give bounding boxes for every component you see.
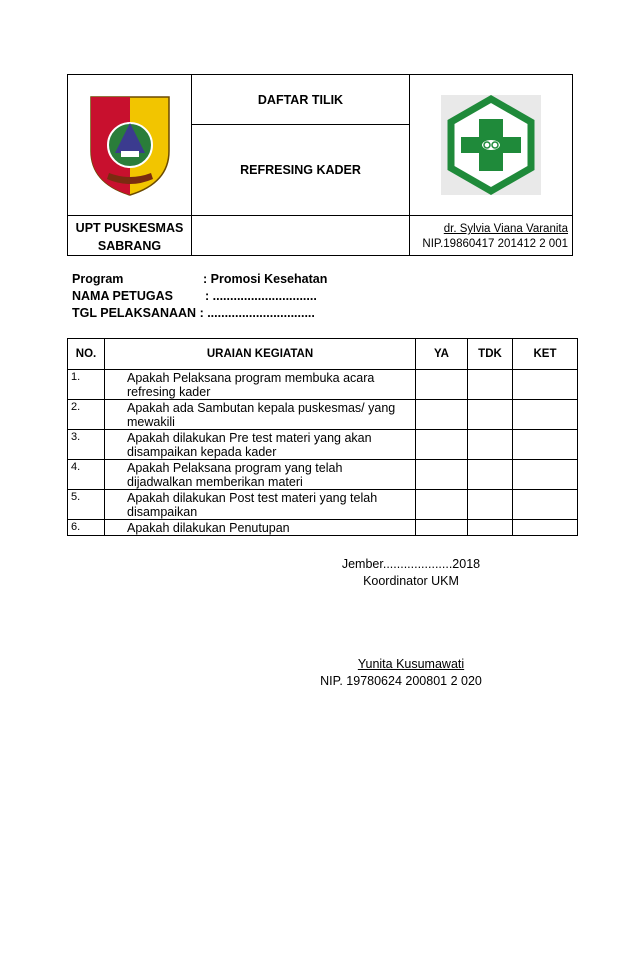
signature-role: Koordinator UKM [363, 574, 459, 588]
col-description: URAIAN KEGIATAN [105, 339, 416, 370]
signature-name: Yunita Kusumawati [357, 657, 465, 671]
tdk-cell[interactable] [468, 460, 513, 490]
ya-cell[interactable] [416, 520, 468, 536]
officer-line: NAMA PETUGAS : .............................. [72, 289, 317, 303]
document-title: DAFTAR TILIK [257, 92, 344, 107]
unit-name: UPT PUSKESMAS SABRANG [75, 221, 184, 253]
ya-cell[interactable] [416, 490, 468, 520]
checklist-table [67, 338, 578, 536]
tdk-cell[interactable] [468, 520, 513, 536]
col-no: NO. [68, 339, 105, 370]
col-tdk: TDK [468, 339, 513, 370]
col-ket: KET [513, 339, 578, 370]
table-row: 3. Apakah dilakukan Pre test materi yang akan disampaikan kepada kader [68, 430, 578, 460]
tdk-cell[interactable] [468, 490, 513, 520]
puskesmas-logo [410, 75, 572, 215]
header-box [67, 74, 573, 256]
ya-cell[interactable] [416, 460, 468, 490]
ya-cell[interactable] [416, 370, 468, 400]
signature-nip: NIP. 19780624 200801 2 020 [320, 674, 482, 688]
table-row: 4. Apakah Pelaksana program yang telah dijadwalkan memberikan materi [68, 460, 578, 490]
col-ya: YA [416, 339, 468, 370]
document-subtitle: REFRESING KADER [240, 163, 361, 177]
ya-cell[interactable] [416, 430, 468, 460]
ya-cell[interactable] [416, 400, 468, 430]
ket-cell[interactable] [513, 400, 578, 430]
program-line: Program : Promosi Kesehatan [72, 272, 328, 286]
table-row: 1. Apakah Pelaksana program membuka acara refresing kader [68, 370, 578, 400]
tdk-cell[interactable] [468, 400, 513, 430]
date-line: TGL PELAKSANAAN : ............................... [72, 306, 315, 320]
head-nip: NIP.19860417 201412 2 001 [422, 238, 568, 250]
head-name: dr. Sylvia Viana Varanita [443, 223, 568, 235]
ket-cell[interactable] [513, 520, 578, 536]
table-row: 5. Apakah dilakukan Post test materi yang telah disampaikan [68, 490, 578, 520]
table-row: 6. Apakah dilakukan Penutupan [68, 520, 578, 536]
ket-cell[interactable] [513, 490, 578, 520]
ket-cell[interactable] [513, 370, 578, 400]
head-signature-block [410, 216, 572, 255]
signature-place-date: Jember....................2018 [341, 557, 481, 571]
regency-emblem-logo [68, 75, 191, 215]
tdk-cell[interactable] [468, 370, 513, 400]
ket-cell[interactable] [513, 430, 578, 460]
table-row: 2. Apakah ada Sambutan kepala puskesmas/ yang mewakili [68, 400, 578, 430]
table-header-row [68, 339, 578, 370]
ket-cell[interactable] [513, 460, 578, 490]
tdk-cell[interactable] [468, 430, 513, 460]
